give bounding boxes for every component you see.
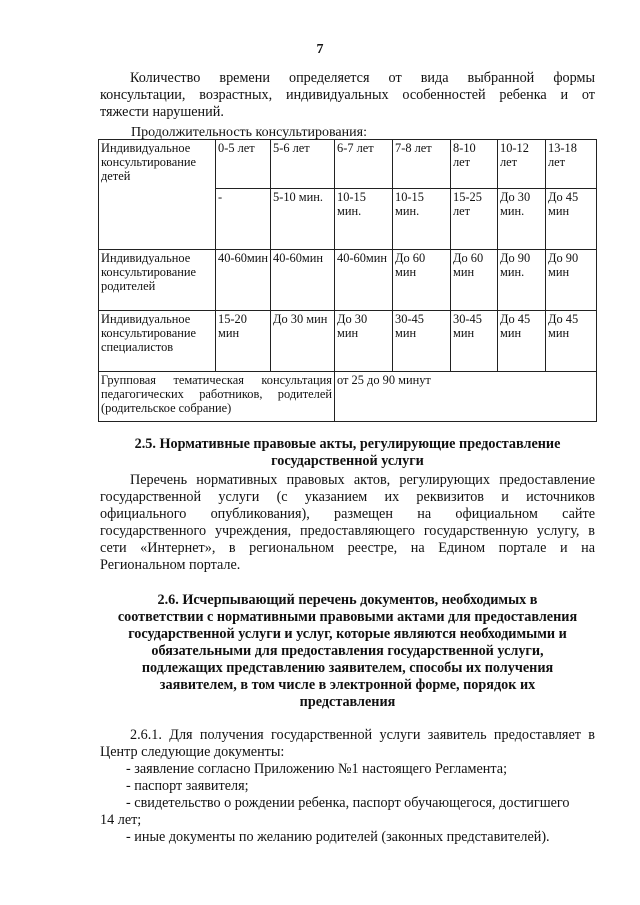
table-cell: 5-6 лет xyxy=(271,140,335,189)
paragraph-line: 2.6.1. Для получения государственной услуги заявитель предоставляет в xyxy=(130,727,595,743)
section-2-6-heading xyxy=(100,592,595,711)
intro-line: консультации, возрастных, индивидуальных особенностей ребенка и от xyxy=(100,87,595,103)
table-cell: До 90 мин. xyxy=(498,250,546,311)
table-cell: До 45 мин xyxy=(546,311,597,372)
table-cell: 15-20 мин xyxy=(216,311,271,372)
row-label: Индивидуальное консультирование специалистов xyxy=(99,311,216,372)
list-item: - свидетельство о рождении ребенка, паспорт обучающегося, достигшего xyxy=(126,795,570,811)
heading-line: государственной услуги xyxy=(271,453,424,469)
table-caption: Продолжительность консультирования: xyxy=(131,125,367,140)
table-cell: 40-60мин xyxy=(335,250,393,311)
section-2-5-heading xyxy=(100,436,595,470)
table-cell: 10-15 мин. xyxy=(335,189,393,250)
heading-line: государственной услуги и услуг, которые являются необходимыми и xyxy=(128,626,567,642)
group-consultation-label xyxy=(99,372,335,422)
table-cell: До 30 мин. xyxy=(498,189,546,250)
table-cell: 30-45 мин xyxy=(451,311,498,372)
paragraph-line: государственного учреждения, предоставляющего государственную услугу, в xyxy=(100,523,595,539)
table-cell: 30-45 мин xyxy=(393,311,451,372)
table-cell: До 60 мин xyxy=(393,250,451,311)
table-row xyxy=(99,140,597,189)
documents-list xyxy=(100,761,596,846)
row-label: Индивидуальное консультирование родителей xyxy=(99,250,216,311)
section-2-6-paragraph xyxy=(100,727,595,761)
list-item: 14 лет; xyxy=(100,812,142,828)
page-number: 7 xyxy=(316,42,324,57)
list-item: - паспорт заявителя; xyxy=(126,778,249,794)
table-cell: До 30 мин xyxy=(271,311,335,372)
heading-line: соответствии с нормативными правовыми актами для предоставления xyxy=(117,609,578,625)
table-cell: 0-5 лет xyxy=(216,140,271,189)
group-label-line: (родительское собрание) xyxy=(101,401,232,415)
consultation-duration-table xyxy=(98,139,597,422)
heading-line: представления xyxy=(299,694,396,710)
table-row xyxy=(99,372,597,422)
table-cell: 10-12 лет xyxy=(498,140,546,189)
paragraph-line: государственной услуги (с указанием их реквизитов и источников xyxy=(100,489,595,505)
table-row xyxy=(99,311,597,372)
table-cell: 40-60мин xyxy=(271,250,335,311)
paragraph-line: сети «Интернет», в региональном реестре, на Едином портале и на xyxy=(100,540,595,556)
paragraph-line: Центр следующие документы: xyxy=(100,744,285,760)
table-row xyxy=(99,250,597,311)
paragraph-line: Региональном портале. xyxy=(100,557,241,573)
intro-paragraph xyxy=(100,70,595,121)
group-consultation-value: от 25 до 90 минут xyxy=(335,372,597,422)
heading-line: заявителем, в том числе в электронной форме, порядок их xyxy=(159,677,536,693)
heading-line: подлежащих представлению заявителем, способы их получения xyxy=(141,660,554,676)
table-cell: 13-18 лет xyxy=(546,140,597,189)
table-cell: До 60 мин xyxy=(451,250,498,311)
table-cell: 15-25 лет xyxy=(451,189,498,250)
list-item: - заявление согласно Приложению №1 настоящего Регламента; xyxy=(126,761,508,777)
group-label-line: педагогических работников, родителей xyxy=(101,387,332,401)
table-cell: 6-7 лет xyxy=(335,140,393,189)
heading-line: 2.5. Нормативные правовые акты, регулирующие предоставление xyxy=(134,436,561,452)
intro-line: Количество времени определяется от вида выбранной формы xyxy=(130,70,595,86)
intro-line: тяжести нарушений. xyxy=(100,104,224,120)
row-label: Индивидуальное консультирование детей xyxy=(99,140,216,250)
section-2-5-paragraph xyxy=(100,472,595,574)
table-cell: 40-60мин xyxy=(216,250,271,311)
table-cell: - xyxy=(216,189,271,250)
paragraph-line: Перечень нормативных правовых актов, регулирующих предоставление xyxy=(130,472,595,488)
table-cell: 5-10 мин. xyxy=(271,189,335,250)
table-cell: До 45 мин xyxy=(498,311,546,372)
heading-line: обязательными для предоставления государственной услуги, xyxy=(151,643,544,659)
table-cell: 8-10 лет xyxy=(451,140,498,189)
paragraph-line: официального опубликования), размещен на официальном сайте xyxy=(100,506,595,522)
table-cell: 7-8 лет xyxy=(393,140,451,189)
table-cell: До 90 мин xyxy=(546,250,597,311)
list-item: - иные документы по желанию родителей (законных представителей). xyxy=(126,829,550,845)
heading-line: 2.6. Исчерпывающий перечень документов, необходимых в xyxy=(157,592,538,608)
table-cell: До 30 мин xyxy=(335,311,393,372)
table-cell: 10-15 мин. xyxy=(393,189,451,250)
table-cell: До 45 мин xyxy=(546,189,597,250)
group-label-line: Групповая тематическая консультация xyxy=(101,373,332,387)
